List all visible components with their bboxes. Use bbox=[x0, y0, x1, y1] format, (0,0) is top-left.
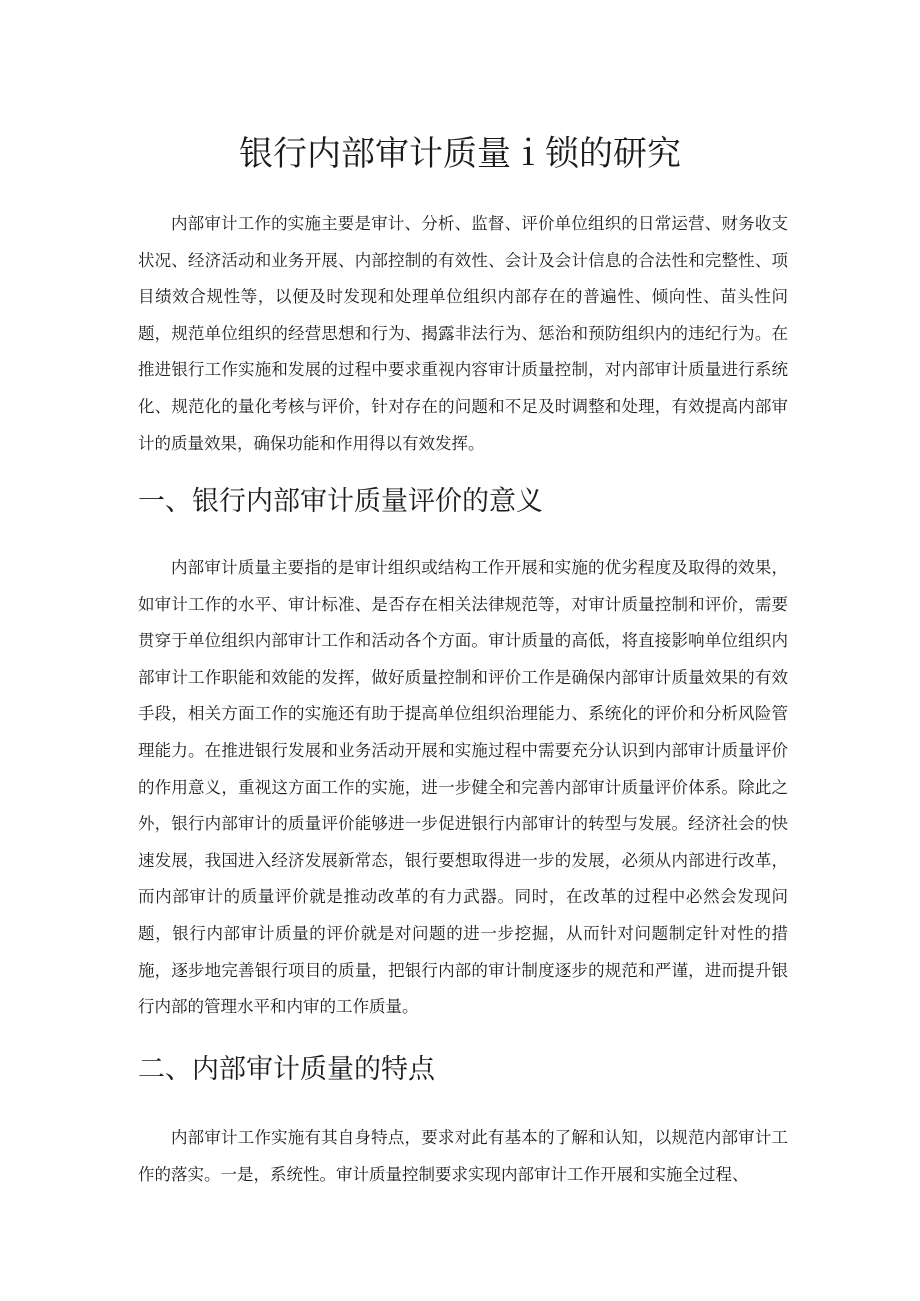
section-2-paragraph: 内部审计工作实施有其自身特点，要求对此有基本的了解和认知，以规范内部审计工作的落实。一是，系统性。审计质量控制要求实现内部审计工作开展和实施全过程、 bbox=[138, 1128, 788, 1184]
section-heading-1: 一、银行内部审计质量评价的意义 bbox=[138, 486, 543, 517]
document-title: 银行内部审计质量ｉ锁的研究 bbox=[239, 134, 681, 174]
intro-paragraph: 内部审计工作的实施主要是审计、分析、监督、评价单位组织的日常运营、财务收支状况、经济活动和业务开展、内部控制的有效性、会计及会计信息的合法性和完整性、项目绩效合规性等，以便及时发现和处理单位组织内部存在的普遍性、倾向性、苗头性问题，规范单位组织的经营思想和行为、揭露非法行为、惩治和预防组织内的违纪行为。在推进银行工作实施和发展的过程中要求重视内容审计质量控制，对内部审计质量进行系统化、规范化的量化考核与评价，针对存在的问题和不足及时调整和处理，有效提高内部审计的质量效果，确保功能和作用得以有效发挥。 bbox=[138, 214, 788, 453]
section-heading-2: 二、内部审计质量的特点 bbox=[138, 1054, 435, 1085]
section-1-paragraph: 内部审计质量主要指的是审计组织或结构工作开展和实施的优劣程度及取得的效果，如审计工作的水平、审计标准、是否存在相关法律规范等，对审计质量控制和评价，需要贯穿于单位组织内部审计工作和活动各个方面。审计质量的高低，将直接影响单位组织内部审计工作职能和效能的发挥，做好质量控制和评价工作是确保内部审计质量效果的有效手段，相关方面工作的实施还有助于提高单位组织治理能力、系统化的评价和分析风险管理能力。在推进银行发展和业务活动开展和实施过程中需要充分认识到内部审计质量评价的作用意义，重视这方面工作的实施，进一步健全和完善内部审计质量评价体系。除此之外，银行内部审计的质量评价能够进一步促进银行内部审计的转型与发展。经济社会的快速发展，我国进入经济发展新常态，银行要想取得进一步的发展，必须从内部进行改革，而内部审计的质量评价就是推动改革的有力武器。同时，在改革的过程中必然会发现问题，银行内部审计质量的评价就是对问题的进一步挖掘，从而针对问题制定针对性的措施，逐步地完善银行项目的质量，把银行内部的审计制度逐步的规范和严谨，进而提升银行内部的管理水平和内审的工作质量。 bbox=[138, 558, 788, 1017]
